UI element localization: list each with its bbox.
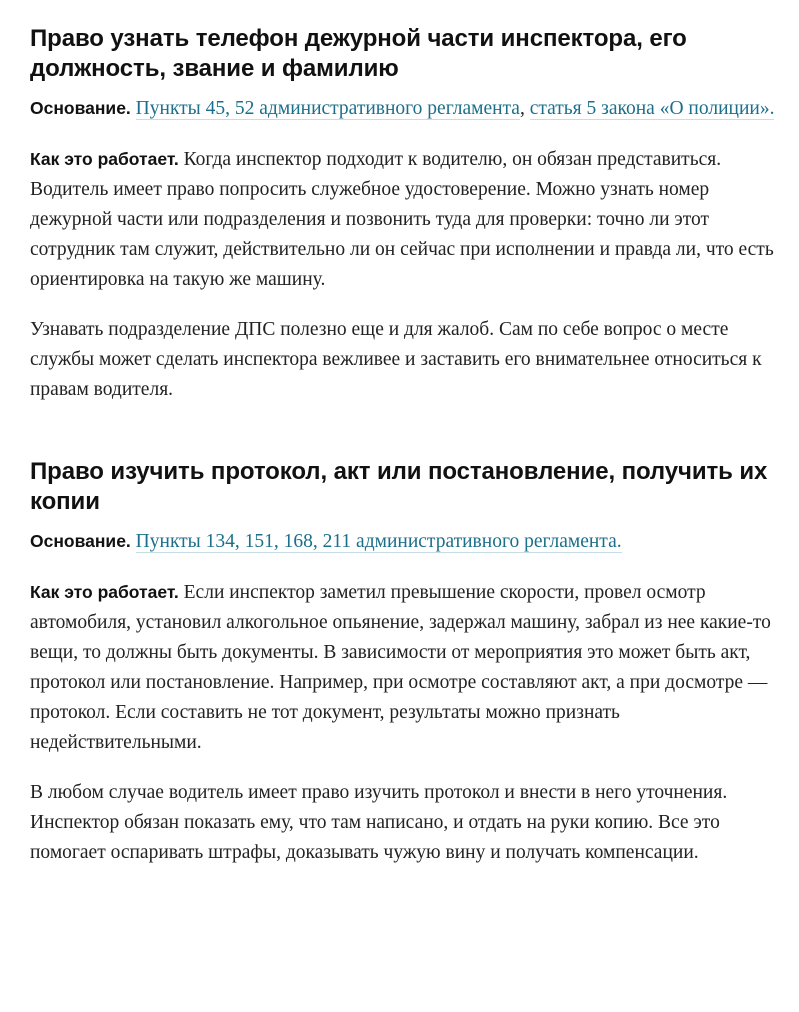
basis-paragraph [30, 93, 775, 124]
basis-label: Основание. [30, 98, 131, 118]
regulation-link[interactable]: Пункты 45, 52 административного регламента [135, 98, 520, 119]
section-right-to-study-protocol [30, 457, 775, 868]
how-it-works-paragraph [30, 577, 775, 758]
how-it-works-label: Как это работает. [30, 149, 179, 169]
regulation-link[interactable]: Пункты 134, 151, 168, 211 административного регламента. [135, 531, 622, 552]
basis-label: Основание. [30, 531, 131, 551]
police-law-link[interactable]: статья 5 закона «О полиции». [529, 98, 775, 119]
basis-paragraph [30, 526, 775, 557]
how-it-works-text: Если инспектор заметил превышение скорости, провел осмотр автомобиля, установил алкогольное опьянение, задержал машину, забрал из нее какие-то вещи, то должны быть документы. В зависимости от мероприятия это может быть акт, протокол или постановление. Например, при осмотре составляют акт, а при досмотре — протокол. Если составить не тот документ, результаты можно признать недействительными. [30, 582, 771, 753]
how-it-works-text: Когда инспектор подходит к водителю, он обязан представиться. Водитель имеет право попросить служебное удостоверение. Можно узнать номер дежурной части или подразделения и позвонить туда для проверки: точно ли этот сотрудник там служит, действительно ли он сейчас при исполнении и правда ли, что есть ориентировка на такую же машину. [30, 149, 774, 290]
article-body [30, 24, 775, 868]
how-it-works-paragraph [30, 144, 775, 295]
basis-separator: , [519, 98, 530, 119]
section-right-to-know-inspector [30, 24, 775, 405]
extra-paragraph: В любом случае водитель имеет право изучить протокол и внести в него уточнения. Инспектор обязан показать ему, что там написано, и отдать на руки копию. Все это помогает оспаривать штрафы, доказывать чужую вину и получать компенсации. [30, 782, 728, 863]
extra-paragraph: Узнавать подразделение ДПС полезно еще и для жалоб. Сам по себе вопрос о месте службы может сделать инспектора вежливее и заставить его внимательнее относиться к правам водителя. [30, 319, 762, 400]
section-title: Право узнать телефон дежурной части инспектора, его должность, звание и фамилию [30, 25, 687, 82]
how-it-works-label: Как это работает. [30, 582, 179, 602]
section-title: Право изучить протокол, акт или постановление, получить их копии [30, 458, 768, 515]
